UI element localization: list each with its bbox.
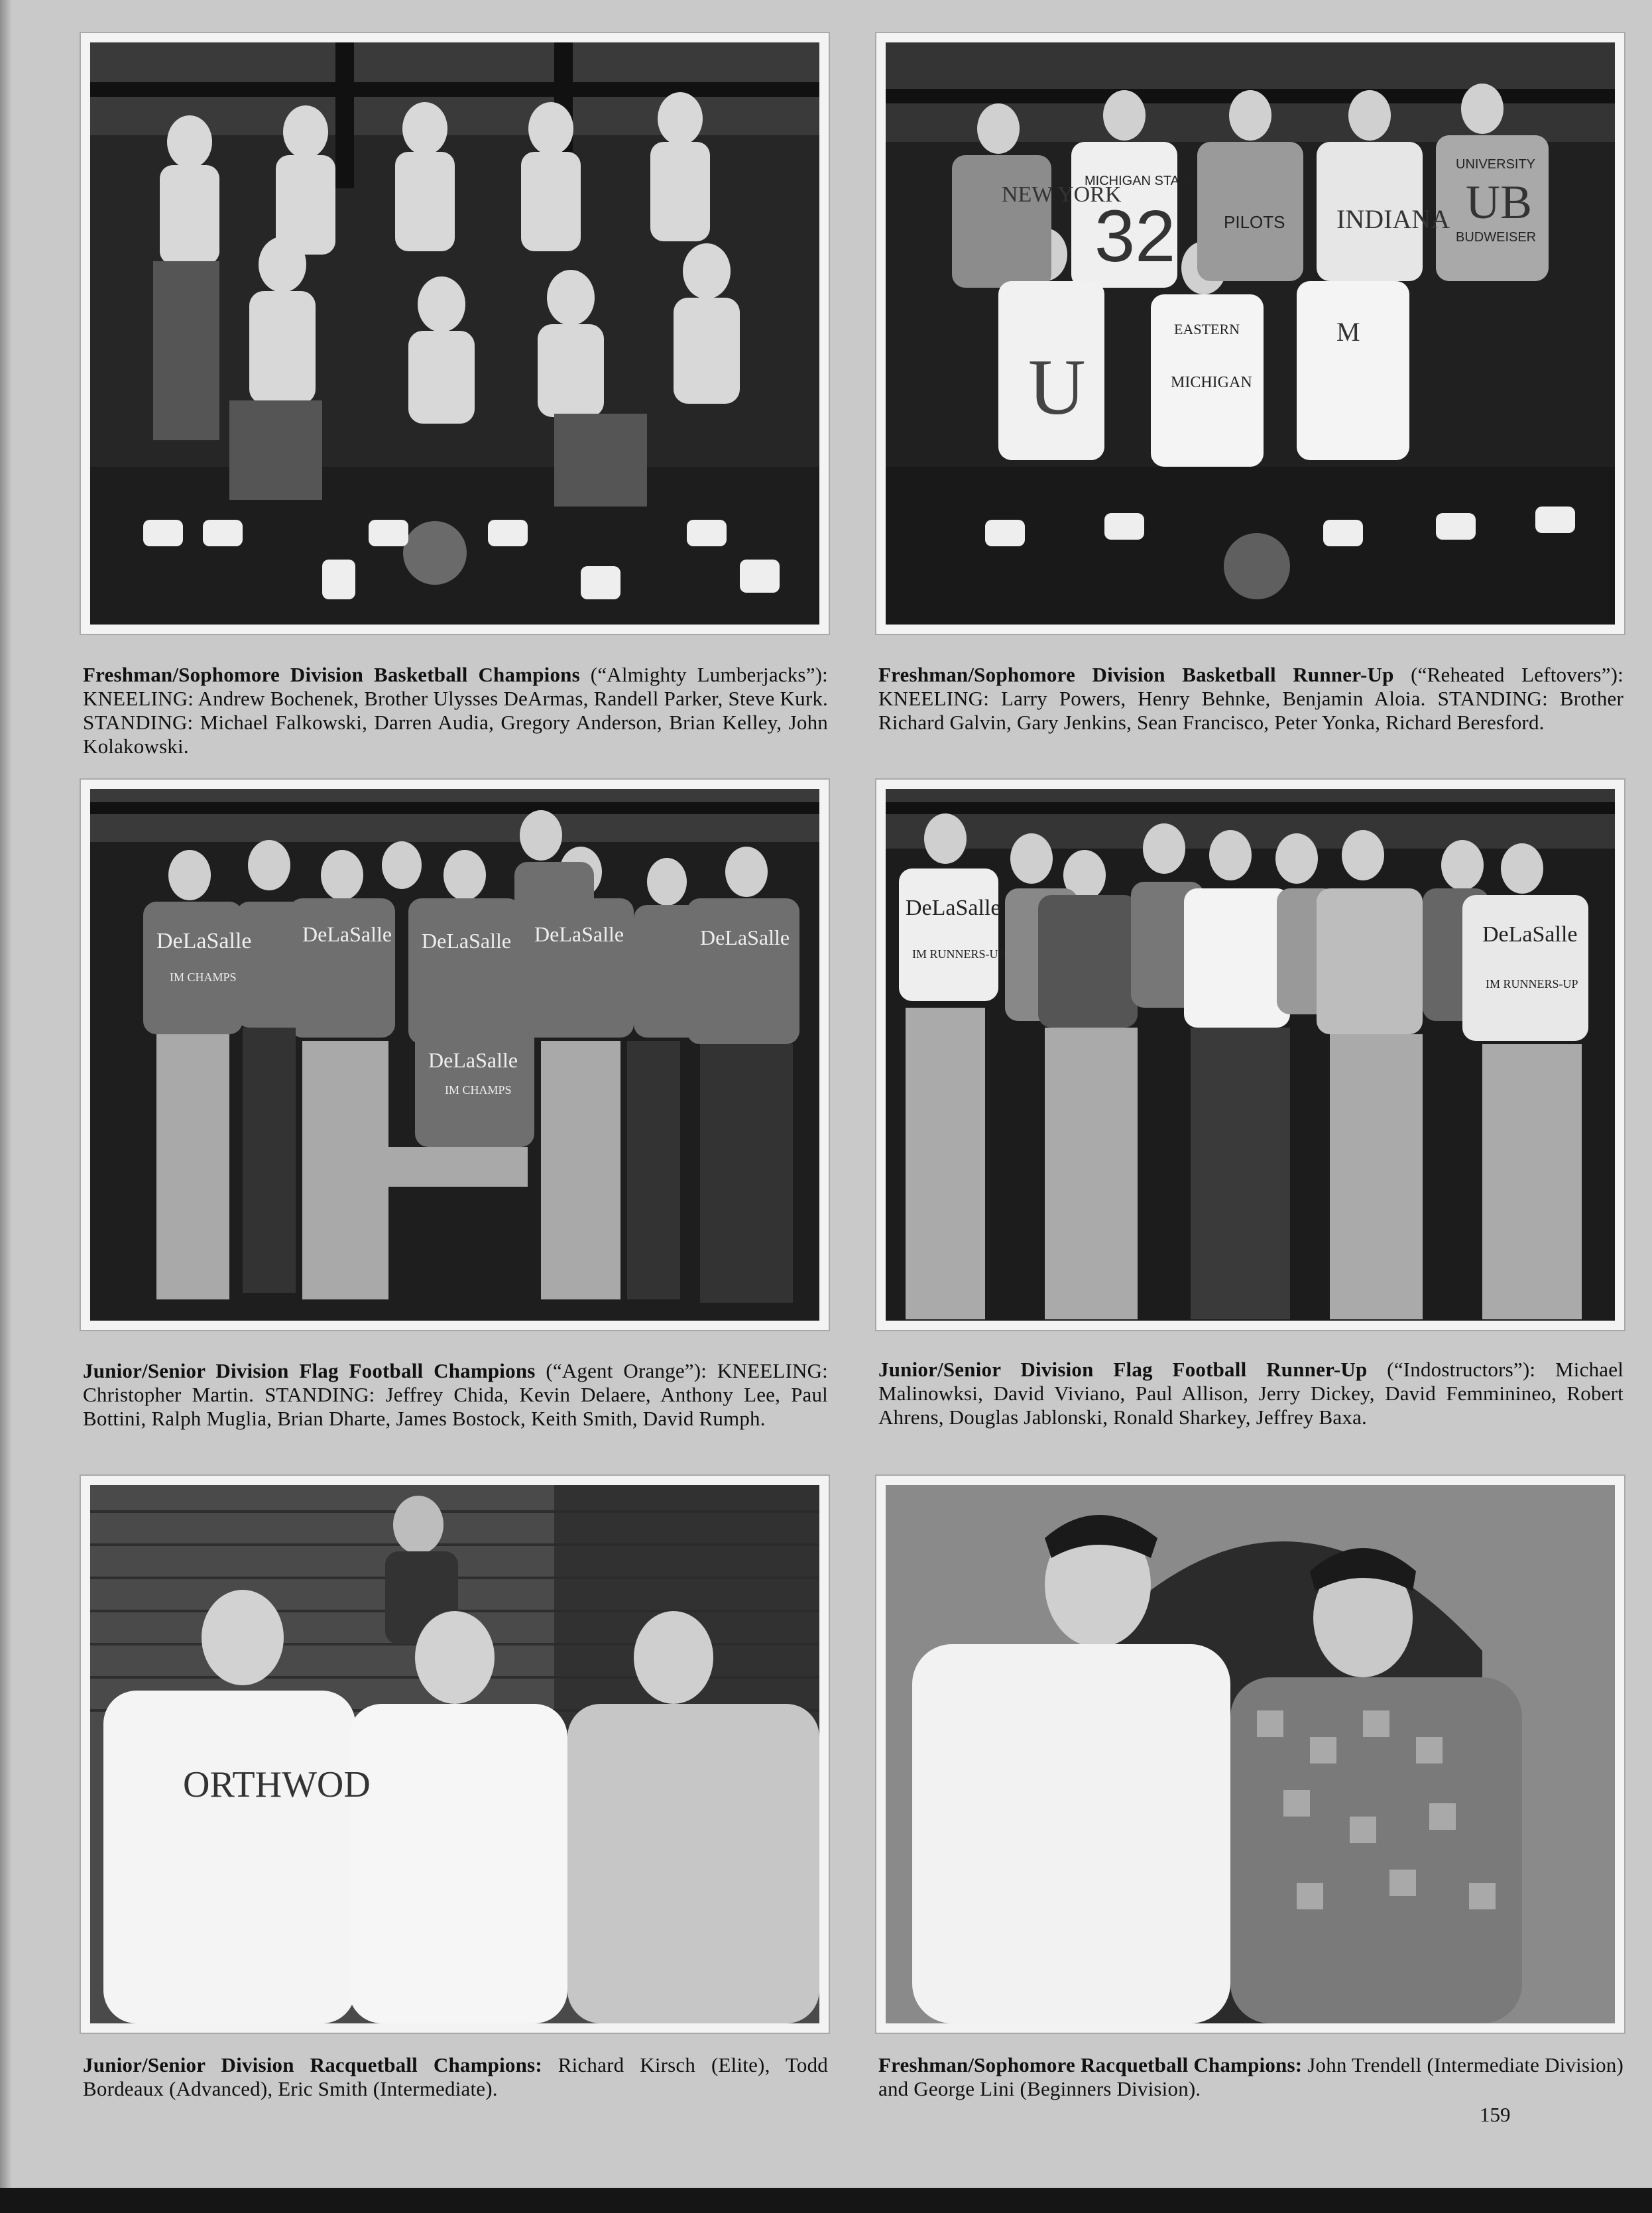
photo-racquetball-fresh-soph: [876, 1476, 1624, 2033]
svg-text:MICHIGAN STATE: MICHIGAN STATE: [1085, 174, 1196, 188]
svg-text:DeLaSalle: DeLaSalle: [422, 929, 512, 953]
svg-text:DeLaSalle: DeLaSalle: [428, 1048, 518, 1072]
caption-title: Junior/Senior Division Flag Football Runner-Up: [878, 1358, 1368, 1381]
svg-text:DeLaSalle: DeLaSalle: [700, 926, 790, 949]
photo-basketball-runner-up: [876, 33, 1624, 634]
svg-text:DeLaSalle: DeLaSalle: [534, 922, 624, 946]
caption-text: (“Reheated Leftovers”): KNEELING: Larry Powers, Henry Behnke, Benjamin Aloia. STANDING: Brother Richard Galvin, Gary Jenkins, Sean Francisco, Peter Yonka, Richard Beresford.: [878, 663, 1623, 734]
caption-title: Freshman/Sophomore Division Basketball Runner-Up: [878, 663, 1394, 686]
team-photo: [90, 1485, 819, 2023]
basketball-runner-up-image: [886, 42, 1615, 625]
caption-racquetball-fresh-soph: [878, 2053, 1623, 2101]
caption-flag-football-champions: [83, 1359, 828, 1431]
racquetball-champions-image: [90, 1485, 819, 2023]
caption-racquetball-champions: [83, 2053, 828, 2101]
page-number: 159: [1480, 2103, 1511, 2126]
svg-text:M: M: [1336, 317, 1360, 347]
svg-text:IM RUNNERS-UP: IM RUNNERS-UP: [912, 947, 1005, 961]
caption-flag-football-runner-up: [878, 1358, 1623, 1429]
racquetball-fresh-soph-image: [886, 1485, 1615, 2023]
photo-flag-football-champions: [81, 780, 829, 1330]
flag-football-runner-up-image: [886, 789, 1615, 1321]
svg-text:IM RUNNERS-UP: IM RUNNERS-UP: [1486, 977, 1578, 990]
caption-text: (“Almighty Lumberjacks”): KNEELING: Andrew Bochenek, Brother Ulysses DeArmas, Randell Parker, Steve Kurk. STANDING: Michael Falkowski, Darren Audia, Gregory Anderson, Brian Kelley, John Kolakowski.: [83, 663, 828, 758]
svg-text:EASTERN: EASTERN: [1174, 321, 1240, 337]
caption-title: Freshman/Sophomore Racquetball Champions:: [878, 2053, 1303, 2076]
svg-text:PILOTS: PILOTS: [1224, 212, 1285, 232]
svg-text:UNIVERSITY: UNIVERSITY: [1456, 157, 1536, 172]
caption-basketball-runner-up: [878, 663, 1623, 735]
caption-text: (“Agent Orange”): KNEELING: Christopher Martin. STANDING: Jeffrey Chida, Kevin Delaere, Anthony Lee, Paul Bottini, Ralph Muglia, Brian Dharte, James Bostock, Keith Smith, David Rumph.: [83, 1359, 828, 1430]
photo-flag-football-runner-up: [876, 780, 1624, 1330]
caption-title: Junior/Senior Division Racquetball Champions:: [83, 2053, 542, 2076]
team-photo: [886, 1485, 1615, 2023]
team-photo: [90, 42, 819, 625]
svg-text:NEW YORK: NEW YORK: [1002, 182, 1122, 207]
svg-text:DeLaSalle: DeLaSalle: [156, 929, 252, 953]
svg-text:DeLaSalle: DeLaSalle: [302, 922, 392, 946]
svg-text:U: U: [1028, 343, 1086, 431]
svg-text:ORTHWOD: ORTHWOD: [183, 1764, 371, 1805]
svg-text:DeLaSalle: DeLaSalle: [906, 896, 1001, 920]
flag-football-champions-image: [90, 789, 819, 1321]
page-edge-shadow: [0, 0, 12, 2188]
caption-text: John Trendell (Intermediate Division) and George Lini (Beginners Division).: [878, 2053, 1623, 2100]
photo-racquetball-champions: [81, 1476, 829, 2033]
team-photo: [886, 42, 1615, 625]
team-photo: [886, 789, 1615, 1321]
basketball-champions-image: [90, 42, 819, 625]
svg-text:32: 32: [1094, 196, 1176, 277]
photo-basketball-champions: [81, 33, 829, 634]
svg-text:IM CHAMPS: IM CHAMPS: [170, 971, 237, 984]
team-photo: [90, 789, 819, 1321]
svg-text:IM CHAMPS: IM CHAMPS: [445, 1083, 512, 1097]
caption-text: Richard Kirsch (Elite), Todd Bordeaux (Advanced), Eric Smith (Intermediate).: [83, 2053, 828, 2100]
caption-basketball-champions: [83, 663, 828, 758]
scan-bottom-band: [0, 2188, 1652, 2213]
svg-text:DeLaSalle: DeLaSalle: [1482, 922, 1578, 947]
caption-title: Freshman/Sophomore Division Basketball Champions: [83, 663, 580, 686]
svg-text:MICHIGAN: MICHIGAN: [1171, 374, 1252, 391]
caption-title: Junior/Senior Division Flag Football Champions: [83, 1359, 536, 1382]
caption-text: (“Indostructors”): Michael Malinowksi, David Viviano, Paul Allison, Jerry Dickey, David Femminineo, Robert Ahrens, Douglas Jablonski, Ronald Sharkey, Jeffrey Baxa.: [878, 1358, 1624, 1429]
svg-text:UB: UB: [1466, 176, 1533, 229]
svg-text:BUDWEISER: BUDWEISER: [1456, 230, 1537, 245]
svg-text:INDIANA: INDIANA: [1336, 204, 1450, 234]
